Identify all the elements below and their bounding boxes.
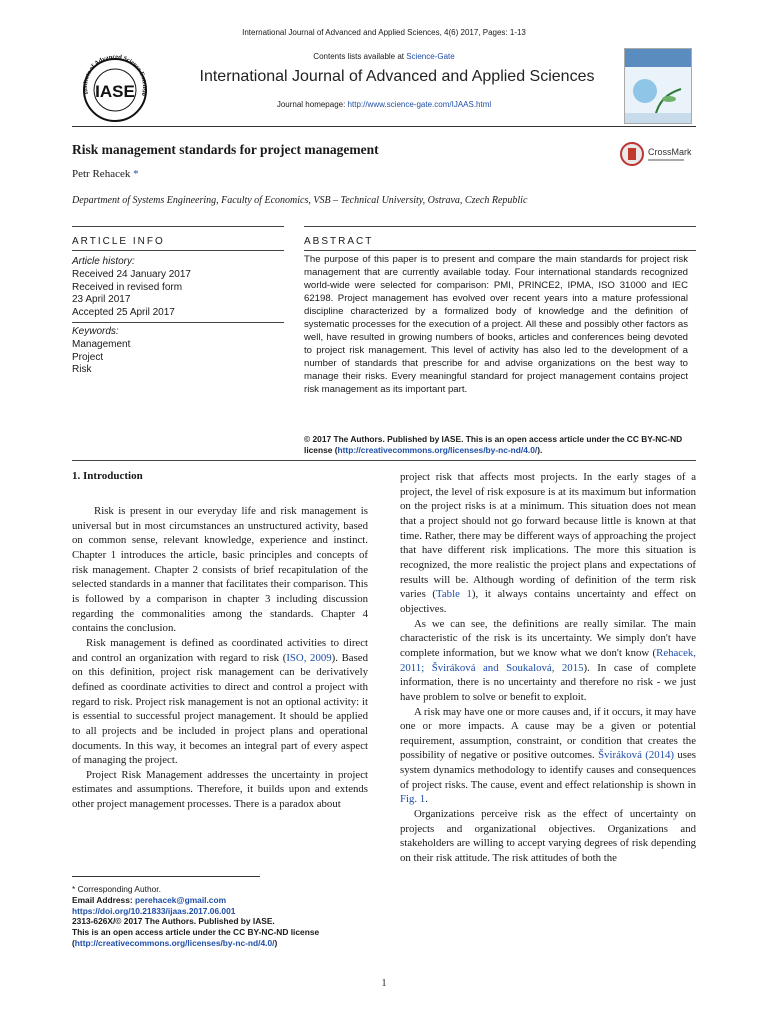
iase-logo [76,50,154,124]
license-url-line [72,938,372,949]
text-run: A risk may have one or more causes and, if it occurs, it may have one or more impacts. A cause may be a given or potential requirement, assumption, constraint, or condition that creates the possibility of negative or positive outcomes. [400,705,696,762]
email-line [72,895,372,906]
running-head: International Journal of Advanced and Applied Sciences, 4(6) 2017, Pages: 1-13 [242,28,526,37]
figure-link[interactable]: Fig. 1 [400,793,426,806]
email-link[interactable]: perehacek@gmail.com [135,894,227,905]
footnote-rule [72,876,260,877]
text-run: . [425,793,428,806]
paragraph [400,617,696,705]
license-url-link[interactable]: http://creativecommons.org/licenses/by-nc-nd/4.0/ [74,937,275,948]
journal-title: International Journal of Advanced and Applied Sciences [199,68,595,85]
science-gate-link[interactable]: Science-Gate [406,52,455,61]
paragraph [400,705,696,808]
citation-link[interactable]: Rehacek, 2011; Šviráková and Soukalová, 2015 [400,646,696,674]
crossmark-badge[interactable] [620,140,700,168]
citation-link[interactable]: ISO, 2009 [286,651,332,664]
abstract-copyright [304,434,688,456]
history-item: Received in revised form [72,281,183,293]
logo-text: IASE [95,82,135,101]
history-item: 23 April 2017 [72,294,131,306]
text-run: project risk that affects most projects. In the early stages of a project, the level of risk exposure is at its maximum but information on the project risks is at a minimum. This situation does not mean that a project should not go forward because little is known at that time. Rather, there may be different ways of approaching the project that have different risk implications. The more this situation is recognized, the more realistic the project plans and expectations of results will be. Although wording of definition of the term risk varies ( [400,471,696,601]
license-link[interactable]: http://creativecommons.org/licenses/by-nc-nd/4.0/ [337,445,538,455]
paragraph [400,470,696,617]
abstract-top-rule [304,226,696,227]
issn-line: 2313-626X/© 2017 The Authors. Published by IASE. [72,916,275,927]
article-info-heading: ARTICLE INFO [72,236,165,247]
abstract-text: The purpose of this paper is to present and compare the main standards for project risk management that are currently available today. Four international standards recognized world-wide were selected for comparison: PMI, PRINCE2, IPMA, ISO 31000 and IEC 62198. Project management has evolved over recent years into a mature professional discipline characterized by a formalized body of knowledge and the definition of systematic processes for the execution of a project. All these and possibly other factors as well, have resulted in growing numbers of books, articles and conferences being devoted to project risk management. This level of activity has also led to the development of a number of standards that prescribe for and advise organizations on the best way to manage their risks. Every meaningful standard for project management contains project risk management as its important part. [304,254,688,395]
affiliation: Department of Systems Engineering, Faculty of Economics, VSB – Technical University, Ostrava, Czech Republic [72,195,528,206]
copyright-prefix: © 2017 The Authors. Published by IASE. This is an open access article under the CC BY-NC-ND license ( [304,434,683,455]
license-line: This is an open access article under the CC BY-NC-ND license [72,927,320,938]
homepage-prefix: Journal homepage: [276,100,348,109]
keyword: Management [72,338,131,350]
keyword: Project [72,351,104,363]
citation-link[interactable]: Šviráková (2014) [598,749,675,762]
author-line [72,168,139,180]
keywords-label: Keywords: [72,325,119,337]
keyword: Risk [72,364,92,376]
history-item: Accepted 25 April 2017 [72,307,175,319]
history-label: Article history: [72,256,135,267]
paragraph: Project Risk Management addresses the uncertainty in project estimates and assumptions. Therefore, it builds upon and extends other project management processes. There is a paradox about [72,768,368,811]
abstract-mid-rule [304,250,696,251]
contents-prefix: Contents lists available at [313,52,407,61]
body-column-right [400,470,696,866]
paren-close: ) [274,937,278,948]
footnotes [72,884,372,949]
homepage-line [72,100,696,109]
author-name: Petr Rehacek [72,168,131,180]
abstract-bottom-rule [72,460,696,461]
homepage-link[interactable]: http://www.science-gate.com/IJAAS.html [347,100,492,109]
author-marker[interactable]: * [133,168,139,180]
paragraph: Organizations perceive risk as the effect of uncertainty on projects and organizational objectives. Organizations and stakeholders are willing to accept varying degrees of risk depending on their risk attitude. The risk attitudes of both the [400,808,696,865]
article-info [72,256,272,377]
paren-open: ( [72,937,75,948]
journal-header [72,48,696,127]
text-run: Risk management is defined as coordinated activities to direct and control an organization with regard to risk ( [72,636,368,664]
paragraph: Risk is present in our everyday life and risk management is universal but in most circumstances an unstructured activity, based on common sense, relevant knowledge, experience and instinct. Chapter 1 introduces the article, basic principles and concepts of risk management. Chapter 2 consists of brief recapitulation of the selected standards in a manner that facilitates their comparison. This is followed by a comparison in chapter 3 including discussion regarding the commonalities among the standards. Chapter 4 contains the conclusion. [72,505,368,635]
crossmark-label: CrossMark [648,147,692,157]
corresponding-note: * Corresponding Author. [72,884,161,894]
page-number: 1 [381,978,387,989]
info-top-rule [72,226,284,227]
text-run: ), it always contains uncertainty and effect on objectives. [400,588,697,615]
history-item: Received 24 January 2017 [72,268,191,280]
contents-line [72,52,696,61]
paragraph [72,636,368,768]
info-mid-rule [72,250,284,251]
paper-title: Risk management standards for project management [72,142,379,157]
text-run: ). Based on this definition, project risk management can be derivatively defined as coordinate activities to direct and control a project with regard to risk. Project risk management is not an optional activity: it is essential to successful project management. It should be applied to all projects and be included in project plans and operational documents. In this way, it becomes an integral part of every aspect of managing the project. [72,651,368,767]
text-run: ). In case of complete information, there is no uncertainty and therefore no risk - we just have problem to solve or benefit to exploit. [400,661,696,703]
table-link[interactable]: Table 1 [436,588,472,601]
info-divider [72,322,284,323]
copyright-suffix: ). [537,445,543,455]
body-column-left [72,504,368,812]
text-run: As we can see, the definitions are really similar. The main characteristic of the risk is its uncertainty. We simply don't have complete information, but we know what we don't know ( [400,617,696,659]
doi-link[interactable]: https://doi.org/10.21833/ijaas.2017.06.001 [72,905,236,916]
section-heading: 1. Introduction [72,470,143,482]
text-run: uses system dynamics methodology to identify causes and consequences of project risks. The cause, event and effect relationship is shown in [400,749,697,791]
email-label: Email Address: [72,894,135,905]
logo-ring-text: Institute of Advanced Science Extensio [81,53,149,97]
abstract-heading: ABSTRACT [304,236,374,247]
journal-cover-image [624,48,692,124]
